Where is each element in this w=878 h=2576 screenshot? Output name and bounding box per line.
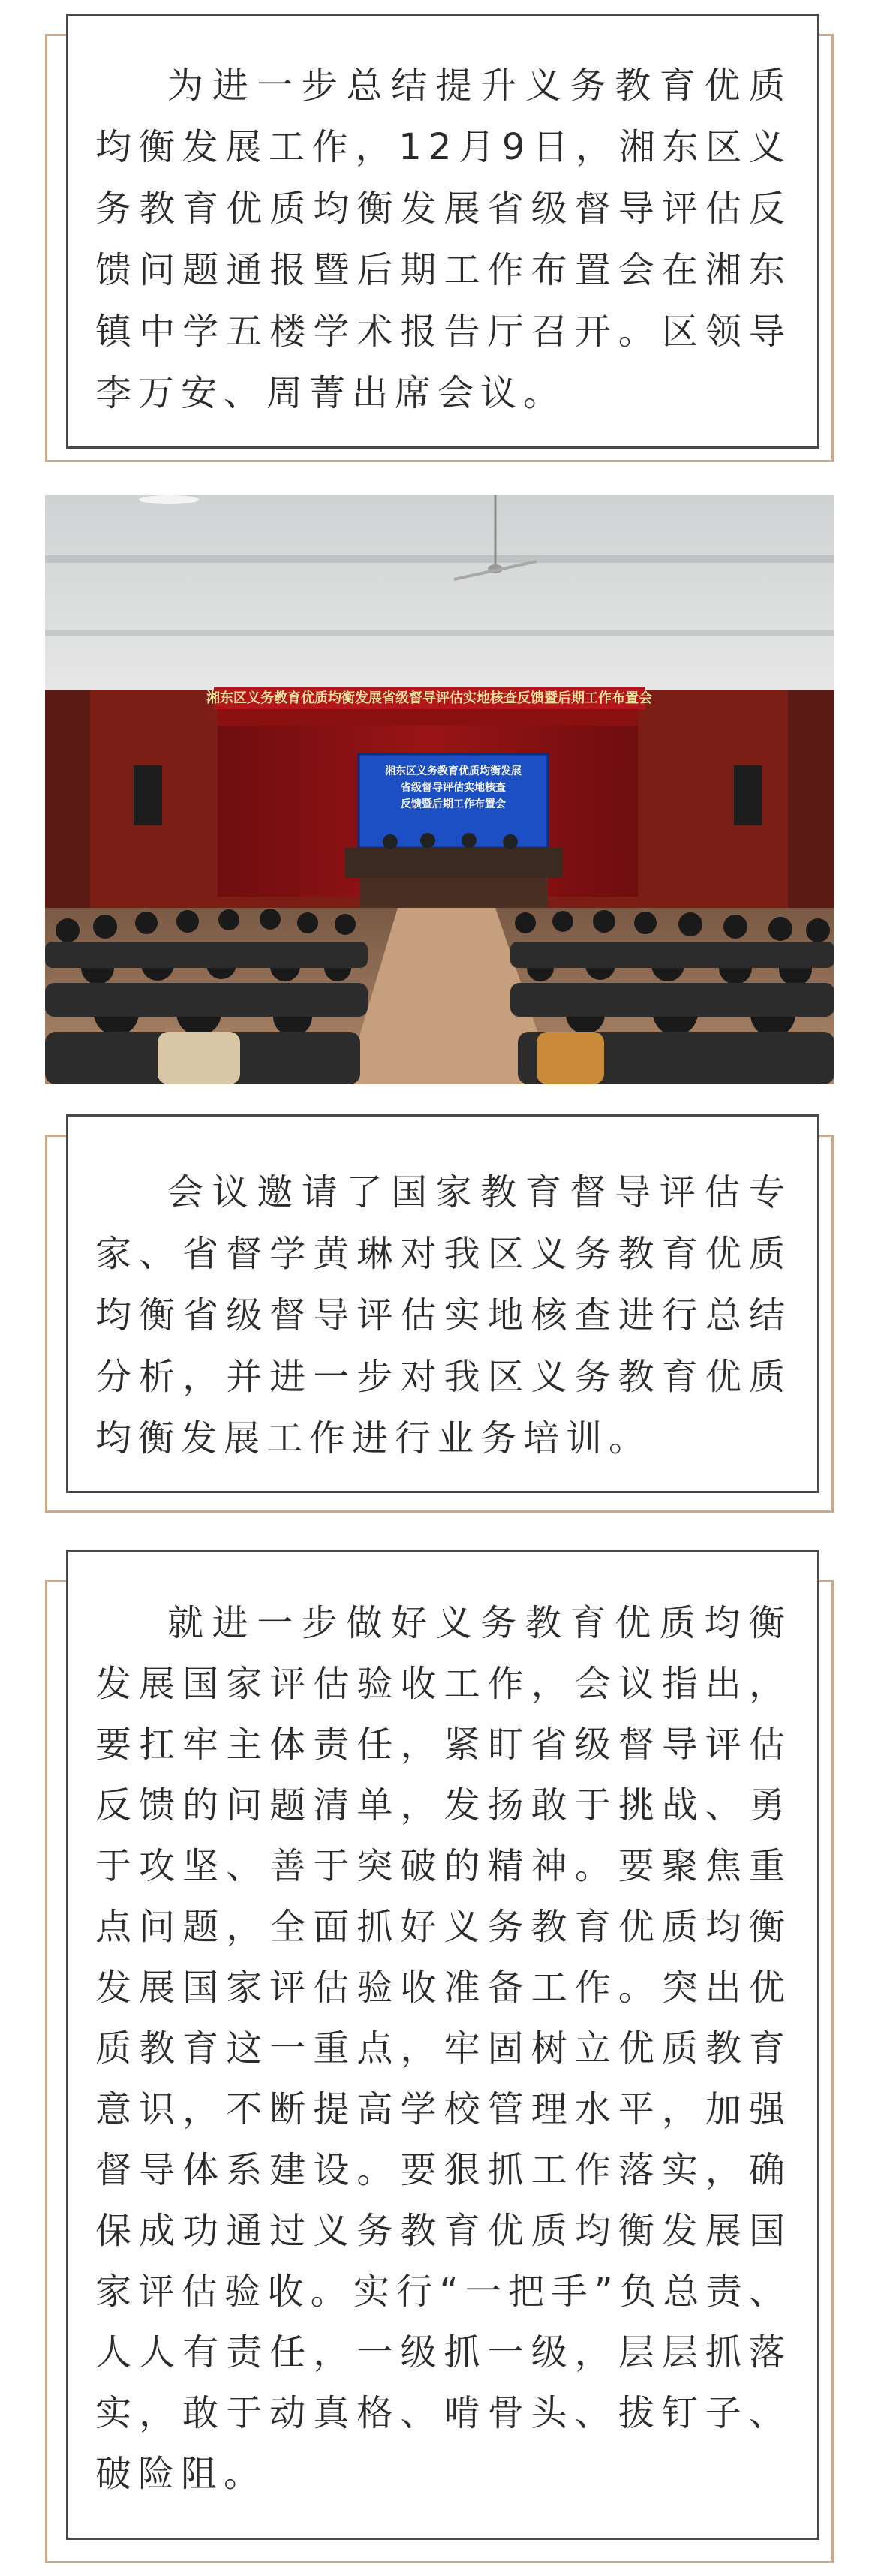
meeting-photo [45,495,834,1084]
screen-line-2: 省级督导评估实地核查 [401,781,506,793]
frame-front-box [66,14,819,449]
screen-line-3: 反馈暨后期工作布置会 [401,798,506,810]
requirements-paragraph: 就进一步做好义务教育优质均衡发展国家评估验收工作，会议指出，要扛牢主体责任，紧盯省级督导评估反馈的问题清单，发扬敢于挑战、勇于攻坚、善于突破的精神。要聚焦重点问题，全面抓好义务教育优质均衡发展国家评估验收准备工作。突出优质教育这一重点，牢固树立优质教育意识，不断提高学校管理水平，加强督导体系建设。要狠抓工作落实，确保成功通过义务教育优质均衡发展国家评估验收。实行“一把手”负总责、人人有责任，一级抓一级，层层抓落实，敢于动真格、啃骨头、拔钉子、破险阻。 [95,1602,792,2495]
requirements-text-frame [45,1542,840,2566]
training-text-frame [45,1103,840,1512]
intro-paragraph: 为进一步总结提升义务教育优质均衡发展工作，12月9日，湘东区义务教育优质均衡发展省级督导评估反馈问题通报暨后期工作布置会在湘东镇中学五楼学术报告厅召开。区领导李万安、周菁出席会议。 [95,65,792,414]
stage-banner-text: 湘东区义务教育优质均衡发展省级督导评估实地核查反馈暨后期工作布置会 [206,690,652,705]
screen-line-1: 湘东区义务教育优质均衡发展 [385,765,522,777]
frame-front-box [66,1114,819,1493]
training-paragraph: 会议邀请了国家教育督导评估专家、省督学黄琳对我区义务教育优质均衡省级督导评估实地核查进行总结分析，并进一步对我区义务教育优质均衡发展工作进行业务培训。 [95,1171,792,1459]
intro-text-frame [45,0,840,465]
frame-front-box [66,1550,819,2540]
